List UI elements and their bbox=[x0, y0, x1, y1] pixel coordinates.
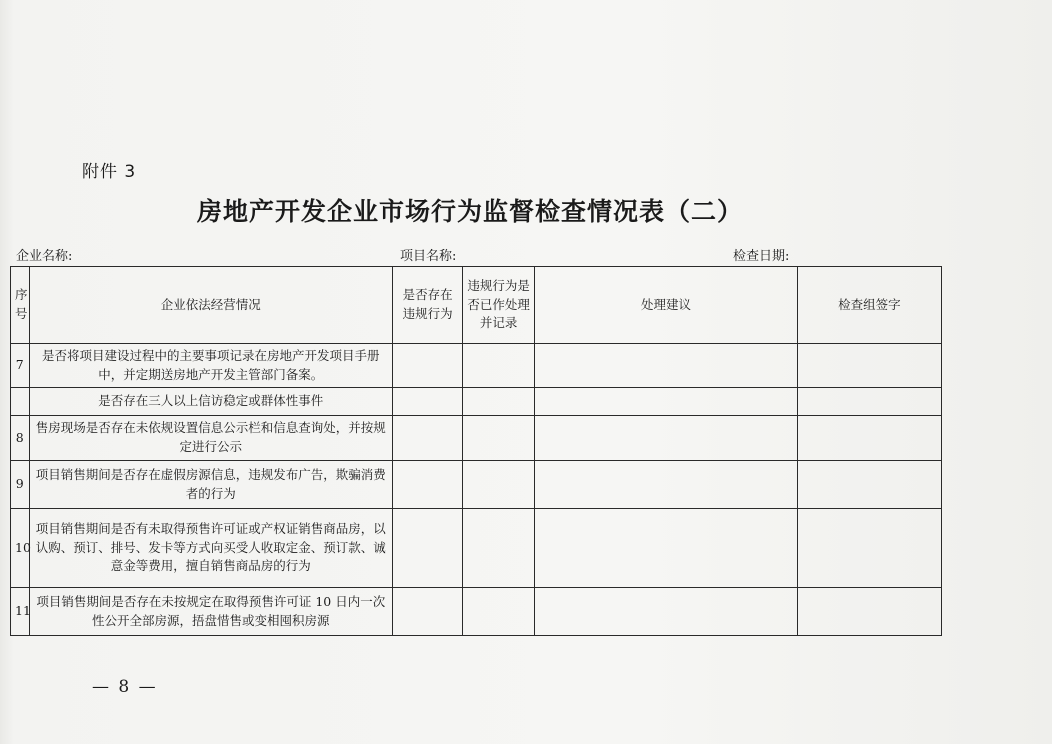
header-handled: 违规行为是否已作处理并记录 bbox=[463, 267, 535, 344]
violation-cell[interactable] bbox=[393, 461, 463, 509]
table-row bbox=[11, 344, 942, 388]
header-suggestion: 处理建议 bbox=[535, 267, 798, 344]
row-item: 是否存在三人以上信访稳定或群体性事件 bbox=[29, 388, 393, 416]
signature-cell[interactable] bbox=[797, 588, 941, 636]
document-title: 房地产开发企业市场行为监督检查情况表（二） bbox=[196, 197, 743, 226]
page-number: — 8 — bbox=[92, 677, 158, 697]
table-row bbox=[11, 461, 942, 509]
suggestion-cell[interactable] bbox=[535, 509, 798, 588]
table-header-row bbox=[11, 267, 942, 344]
suggestion-cell[interactable] bbox=[535, 344, 798, 388]
row-item: 项目销售期间是否存在未按规定在取得预售许可证 10 日内一次性公开全部房源，捂盘惜售或变相囤积房源 bbox=[29, 588, 393, 636]
table-row bbox=[11, 509, 942, 588]
table-row bbox=[11, 388, 942, 416]
row-item: 售房现场是否存在未依规设置信息公示栏和信息查询处，并按规定进行公示 bbox=[29, 416, 393, 461]
handled-cell[interactable] bbox=[463, 509, 535, 588]
table-row bbox=[11, 416, 942, 461]
row-item: 项目销售期间是否有未取得预售许可证或产权证销售商品房，以认购、预订、排号、发卡等方式向买受人收取定金、预订款、诚意金等费用，擅自销售商品房的行为 bbox=[29, 509, 393, 588]
header-signature: 检查组签字 bbox=[797, 267, 941, 344]
violation-cell[interactable] bbox=[393, 416, 463, 461]
header-violation: 是否存在违规行为 bbox=[393, 267, 463, 344]
signature-cell[interactable] bbox=[797, 344, 941, 388]
signature-cell[interactable] bbox=[797, 416, 941, 461]
row-no: 10 bbox=[11, 509, 30, 588]
header-no: 序号 bbox=[11, 267, 30, 344]
row-no: 7 bbox=[11, 344, 30, 388]
company-name-label: 企业名称: bbox=[16, 249, 73, 264]
signature-cell[interactable] bbox=[797, 461, 941, 509]
attachment-label: 附件 3 bbox=[82, 162, 137, 182]
row-no: 11 bbox=[11, 588, 30, 636]
suggestion-cell[interactable] bbox=[535, 588, 798, 636]
handled-cell[interactable] bbox=[463, 344, 535, 388]
inspection-date-label: 检查日期: bbox=[733, 249, 790, 264]
handled-cell[interactable] bbox=[463, 588, 535, 636]
violation-cell[interactable] bbox=[393, 509, 463, 588]
row-item: 是否将项目建设过程中的主要事项记录在房地产开发项目手册中，并定期送房地产开发主管部门备案。 bbox=[29, 344, 393, 388]
handled-cell[interactable] bbox=[463, 461, 535, 509]
suggestion-cell[interactable] bbox=[535, 416, 798, 461]
header-item: 企业依法经营情况 bbox=[29, 267, 393, 344]
project-name-label: 项目名称: bbox=[400, 249, 457, 264]
suggestion-cell[interactable] bbox=[535, 461, 798, 509]
suggestion-cell[interactable] bbox=[535, 388, 798, 416]
row-no: 9 bbox=[11, 461, 30, 509]
signature-cell[interactable] bbox=[797, 388, 941, 416]
handled-cell[interactable] bbox=[463, 388, 535, 416]
violation-cell[interactable] bbox=[393, 344, 463, 388]
table-row bbox=[11, 588, 942, 636]
violation-cell[interactable] bbox=[393, 588, 463, 636]
inspection-table bbox=[10, 266, 942, 636]
handled-cell[interactable] bbox=[463, 416, 535, 461]
row-no bbox=[11, 388, 30, 416]
row-item: 项目销售期间是否存在虚假房源信息，违规发布广告，欺骗消费者的行为 bbox=[29, 461, 393, 509]
row-no: 8 bbox=[11, 416, 30, 461]
violation-cell[interactable] bbox=[393, 388, 463, 416]
signature-cell[interactable] bbox=[797, 509, 941, 588]
